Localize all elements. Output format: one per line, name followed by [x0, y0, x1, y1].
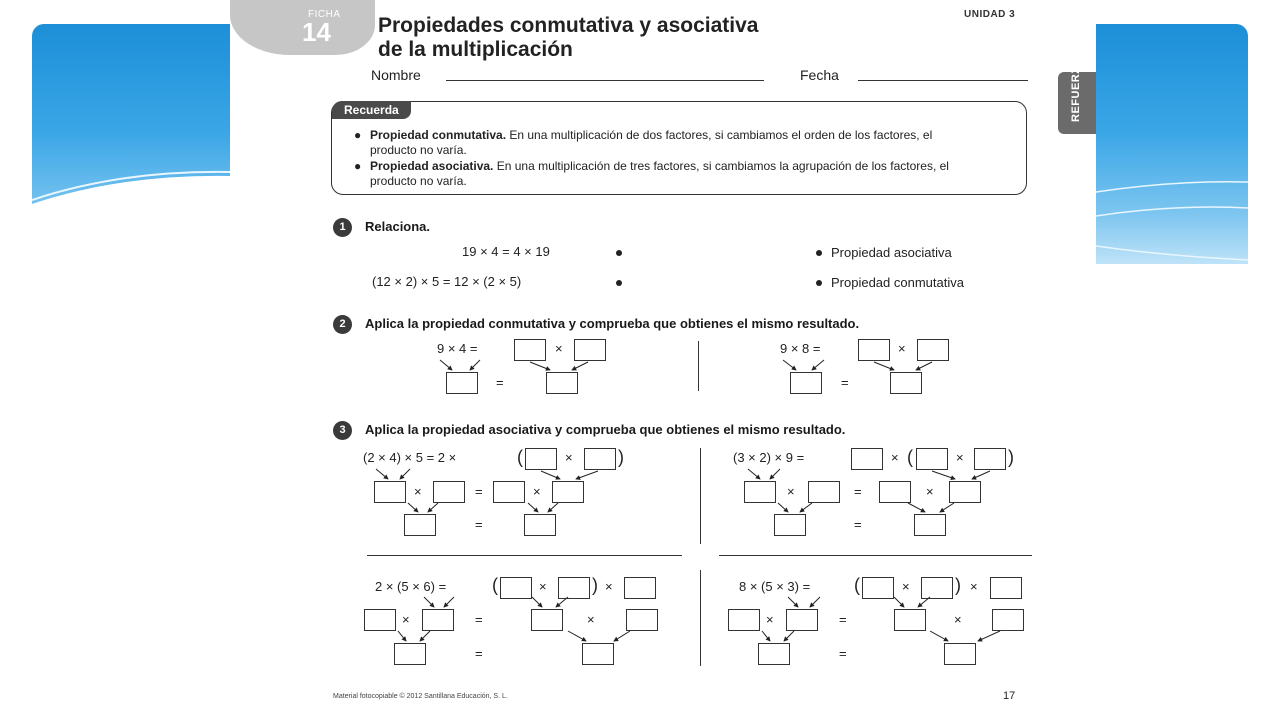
q3b-answer-box-9[interactable] — [914, 514, 946, 536]
q1-equation-1: 19 × 4 = 4 × 19 — [462, 244, 550, 259]
times-symbol: × — [605, 579, 613, 594]
q1-match-dot-right-1[interactable] — [816, 250, 822, 256]
fecha-field[interactable] — [858, 80, 1028, 81]
q3d-answer-box-6[interactable] — [894, 609, 926, 631]
refuerzo-label: REFUERZO — [1070, 57, 1082, 122]
column-divider — [700, 448, 701, 544]
q2b-answer-box-2[interactable] — [917, 339, 949, 361]
recuerda-box — [331, 101, 1027, 195]
q3d-answer-box-3[interactable] — [990, 577, 1022, 599]
left-paren: ( — [907, 447, 913, 467]
q3d-answer-box-8[interactable] — [758, 643, 790, 665]
q3b-answer-box-7[interactable] — [949, 481, 981, 503]
times-symbol: × — [956, 450, 964, 465]
question-3-number: 3 — [333, 421, 352, 440]
times-symbol: × — [402, 612, 410, 627]
q2b-expression: 9 × 8 = — [780, 341, 821, 356]
equals-symbol: = — [496, 375, 504, 390]
ficha-label: FICHA — [308, 9, 341, 20]
fecha-label: Fecha — [800, 67, 839, 83]
title-line-1: Propiedades conmutativa y asociativa — [378, 14, 759, 37]
page-title — [378, 14, 938, 62]
q3c-answer-box-5[interactable] — [422, 609, 454, 631]
equals-symbol: = — [475, 484, 483, 499]
q3d-expression: 8 × (5 × 3) = — [739, 579, 811, 594]
rule-asociativa — [354, 159, 970, 189]
q3b-answer-box-6[interactable] — [879, 481, 911, 503]
q3b-expression: (3 × 2) × 9 = — [733, 450, 805, 465]
q3a-answer-box-7[interactable] — [404, 514, 436, 536]
times-symbol: × — [787, 484, 795, 499]
q3b-answer-box-2[interactable] — [916, 448, 948, 470]
q3d-answer-box-1[interactable] — [862, 577, 894, 599]
q3a-answer-box-6[interactable] — [552, 481, 584, 503]
right-blue-decoration — [1096, 24, 1248, 264]
question-1-number: 1 — [333, 218, 352, 237]
question-3-prompt: Aplica la propiedad asociativa y comprueba que obtienes el mismo resultado. — [365, 422, 846, 437]
equals-symbol: = — [475, 646, 483, 661]
q1-option-conmutativa: Propiedad conmutativa — [831, 275, 964, 290]
q1-equation-2: (12 × 2) × 5 = 12 × (2 × 5) — [372, 274, 522, 289]
times-symbol: × — [533, 484, 541, 499]
q3d-answer-box-2[interactable] — [921, 577, 953, 599]
question-1-prompt: Relaciona. — [365, 219, 431, 234]
equals-symbol: = — [839, 646, 847, 661]
times-symbol: × — [926, 484, 934, 499]
times-symbol: × — [539, 579, 547, 594]
q3d-answer-box-7[interactable] — [992, 609, 1024, 631]
q3a-answer-box-3[interactable] — [374, 481, 406, 503]
times-symbol: × — [555, 341, 563, 356]
equals-symbol: = — [841, 375, 849, 390]
left-paren: ( — [492, 575, 498, 595]
q2b-answer-box-4[interactable] — [890, 372, 922, 394]
q3b-answer-box-8[interactable] — [774, 514, 806, 536]
worksheet-page — [230, 0, 1096, 720]
bullet-icon: ● — [354, 128, 362, 142]
nombre-field[interactable] — [446, 80, 764, 81]
q3c-answer-box-7[interactable] — [626, 609, 658, 631]
q3d-answer-box-4[interactable] — [728, 609, 760, 631]
rule-asociativa-title: Propiedad asociativa. — [370, 159, 494, 173]
rule-conmutativa — [354, 128, 970, 158]
q3a-answer-box-2[interactable] — [584, 448, 616, 470]
q1-match-dot-left-1[interactable] — [616, 250, 622, 256]
equals-symbol: = — [475, 517, 483, 532]
q3c-answer-box-6[interactable] — [531, 609, 563, 631]
times-symbol: × — [587, 612, 595, 627]
question-2-number: 2 — [333, 315, 352, 334]
right-paren: ) — [955, 575, 961, 595]
q3c-answer-box-4[interactable] — [364, 609, 396, 631]
section-divider — [367, 555, 682, 556]
equals-symbol: = — [839, 612, 847, 627]
q2a-answer-box-2[interactable] — [574, 339, 606, 361]
times-symbol: × — [565, 450, 573, 465]
q3b-answer-box-1[interactable] — [851, 448, 883, 470]
q3a-expression: (2 × 4) × 5 = 2 × — [363, 450, 457, 465]
left-paren: ( — [517, 447, 523, 467]
equals-symbol: = — [475, 612, 483, 627]
times-symbol: × — [954, 612, 962, 627]
right-paren: ) — [618, 447, 624, 467]
rule-asociativa-text: En una multiplicación de tres factores, si cambiamos la agrupación de los factores, el producto no varía. — [370, 159, 949, 188]
left-paren: ( — [854, 575, 860, 595]
section-divider — [719, 555, 1032, 556]
right-paren: ) — [1008, 447, 1014, 467]
q2b-answer-box-1[interactable] — [858, 339, 890, 361]
q3b-answer-box-3[interactable] — [974, 448, 1006, 470]
right-paren: ) — [592, 575, 598, 595]
equals-symbol: = — [854, 517, 862, 532]
q3c-answer-box-9[interactable] — [582, 643, 614, 665]
column-divider — [698, 341, 699, 391]
equals-symbol: = — [854, 484, 862, 499]
q3d-answer-box-5[interactable] — [786, 609, 818, 631]
q1-match-dot-left-2[interactable] — [616, 280, 622, 286]
q3c-answer-box-3[interactable] — [624, 577, 656, 599]
q3a-answer-box-4[interactable] — [433, 481, 465, 503]
title-line-2: de la multiplicación — [378, 38, 573, 61]
times-symbol: × — [970, 579, 978, 594]
refuerzo-tab — [1058, 57, 1096, 134]
times-symbol: × — [902, 579, 910, 594]
q3b-answer-box-4[interactable] — [744, 481, 776, 503]
nombre-label: Nombre — [371, 67, 421, 83]
q3a-answer-box-5[interactable] — [493, 481, 525, 503]
rule-conmutativa-title: Propiedad conmutativa. — [370, 128, 507, 142]
q2a-expression: 9 × 4 = — [437, 341, 478, 356]
q2a-answer-box-3[interactable] — [446, 372, 478, 394]
q3a-answer-box-8[interactable] — [524, 514, 556, 536]
q3c-expression: 2 × (5 × 6) = — [375, 579, 447, 594]
q1-option-asociativa: Propiedad asociativa — [831, 245, 952, 260]
bullet-icon: ● — [354, 159, 362, 173]
q1-match-dot-right-2[interactable] — [816, 280, 822, 286]
question-2-prompt: Aplica la propiedad conmutativa y comprueba que obtienes el mismo resultado. — [365, 316, 860, 331]
q2a-answer-box-1[interactable] — [514, 339, 546, 361]
times-symbol: × — [766, 612, 774, 627]
q3c-answer-box-1[interactable] — [500, 577, 532, 599]
times-symbol: × — [891, 450, 899, 465]
copyright-footer: Material fotocopiable © 2012 Santillana Educación, S. L. — [333, 693, 508, 700]
rule-conmutativa-text: En una multiplicación de dos factores, si cambiamos el orden de los factores, el producto no varía. — [370, 128, 933, 157]
page-number: 17 — [1003, 690, 1016, 702]
left-blue-decoration — [32, 24, 230, 264]
column-divider — [700, 570, 701, 666]
q2a-answer-box-4[interactable] — [546, 372, 578, 394]
q3c-answer-box-2[interactable] — [558, 577, 590, 599]
ficha-number: 14 — [302, 17, 331, 47]
q3a-answer-box-1[interactable] — [525, 448, 557, 470]
q3b-answer-box-5[interactable] — [808, 481, 840, 503]
times-symbol: × — [414, 484, 422, 499]
q3d-answer-box-9[interactable] — [944, 643, 976, 665]
times-symbol: × — [898, 341, 906, 356]
unidad-label: UNIDAD 3 — [964, 9, 1016, 20]
q2b-answer-box-3[interactable] — [790, 372, 822, 394]
q3c-answer-box-8[interactable] — [394, 643, 426, 665]
recuerda-heading: Recuerda — [332, 101, 411, 119]
